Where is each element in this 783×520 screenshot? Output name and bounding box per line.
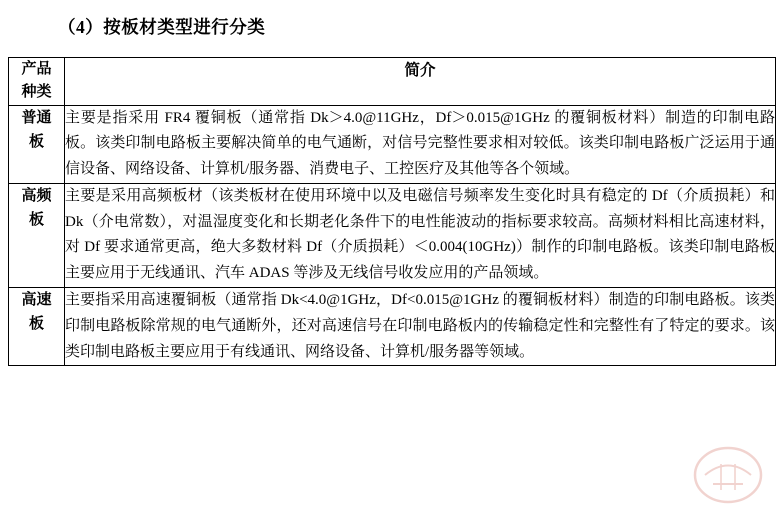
cell-description-high-frequency	[65, 183, 776, 287]
cell-description-high-speed	[65, 288, 776, 366]
table-row	[9, 288, 776, 366]
cell-kind-high-speed	[9, 288, 65, 366]
kind-line1: 高频	[21, 187, 52, 204]
table-row	[9, 105, 776, 183]
watermark-stamp-icon	[691, 444, 765, 506]
cell-kind-high-frequency	[9, 183, 65, 287]
header-cell-kind	[9, 58, 65, 106]
cell-description-ordinary	[65, 105, 776, 183]
kind-line1: 普通	[21, 109, 52, 126]
table-row	[9, 183, 776, 287]
page-heading: （4）按板材类型进行分类	[58, 17, 266, 37]
kind-line2: 板	[28, 211, 44, 228]
description-text: 主要指采用高速覆铜板（通常指 Dk<4.0@1GHz，Df<0.015@1GHz 的覆铜板材料）制造的印制电路板。该类印制电路板除常规的电气通断外，还对高速信号在印制电路板内的传输稳定性和完整性有了特定的要求。该类印制电路板主要应用于有线通讯、网络设备、计算机/服务器等领域。	[65, 292, 775, 360]
kind-line1: 高速	[21, 292, 52, 309]
header-kind-line1: 产品	[21, 61, 52, 77]
kind-line2: 板	[28, 133, 44, 150]
header-kind-line2: 种类	[21, 84, 52, 101]
board-material-table	[8, 57, 776, 366]
description-text: 主要是采用高频板材（该类板材在使用环境中以及电磁信号频率发生变化时具有稳定的 Df（介质损耗）和 Dk（介电常数），对温湿度变化和长期老化条件下的电性能波动的指标要求较高。高频材料相比高速材料，对 Df 要求通常更高，绝大多数材料 Df（介质损耗）＜0.004(10GHz)）制作的印制电路板。该类印制电路板主要应用于无线通讯、汽车 ADAS 等涉及无线信号收发应用的产品领域。	[65, 187, 775, 282]
table-header-row	[9, 58, 776, 106]
cell-kind-ordinary	[9, 105, 65, 183]
kind-line2: 板	[28, 316, 44, 333]
description-text: 主要是指采用 FR4 覆铜板（通常指 Dk＞4.0@11GHz，Df＞0.015@1GHz 的覆铜板材料）制造的印制电路板。该类印制电路板主要解决简单的电气通断，对信号完整性要求相对较低。该类印制电路板广泛运用于通信设备、网络设备、计算机/服务器、消费电子、工控医疗及其他等各个领域。	[65, 109, 775, 178]
header-cell-description: 简介	[65, 58, 776, 106]
